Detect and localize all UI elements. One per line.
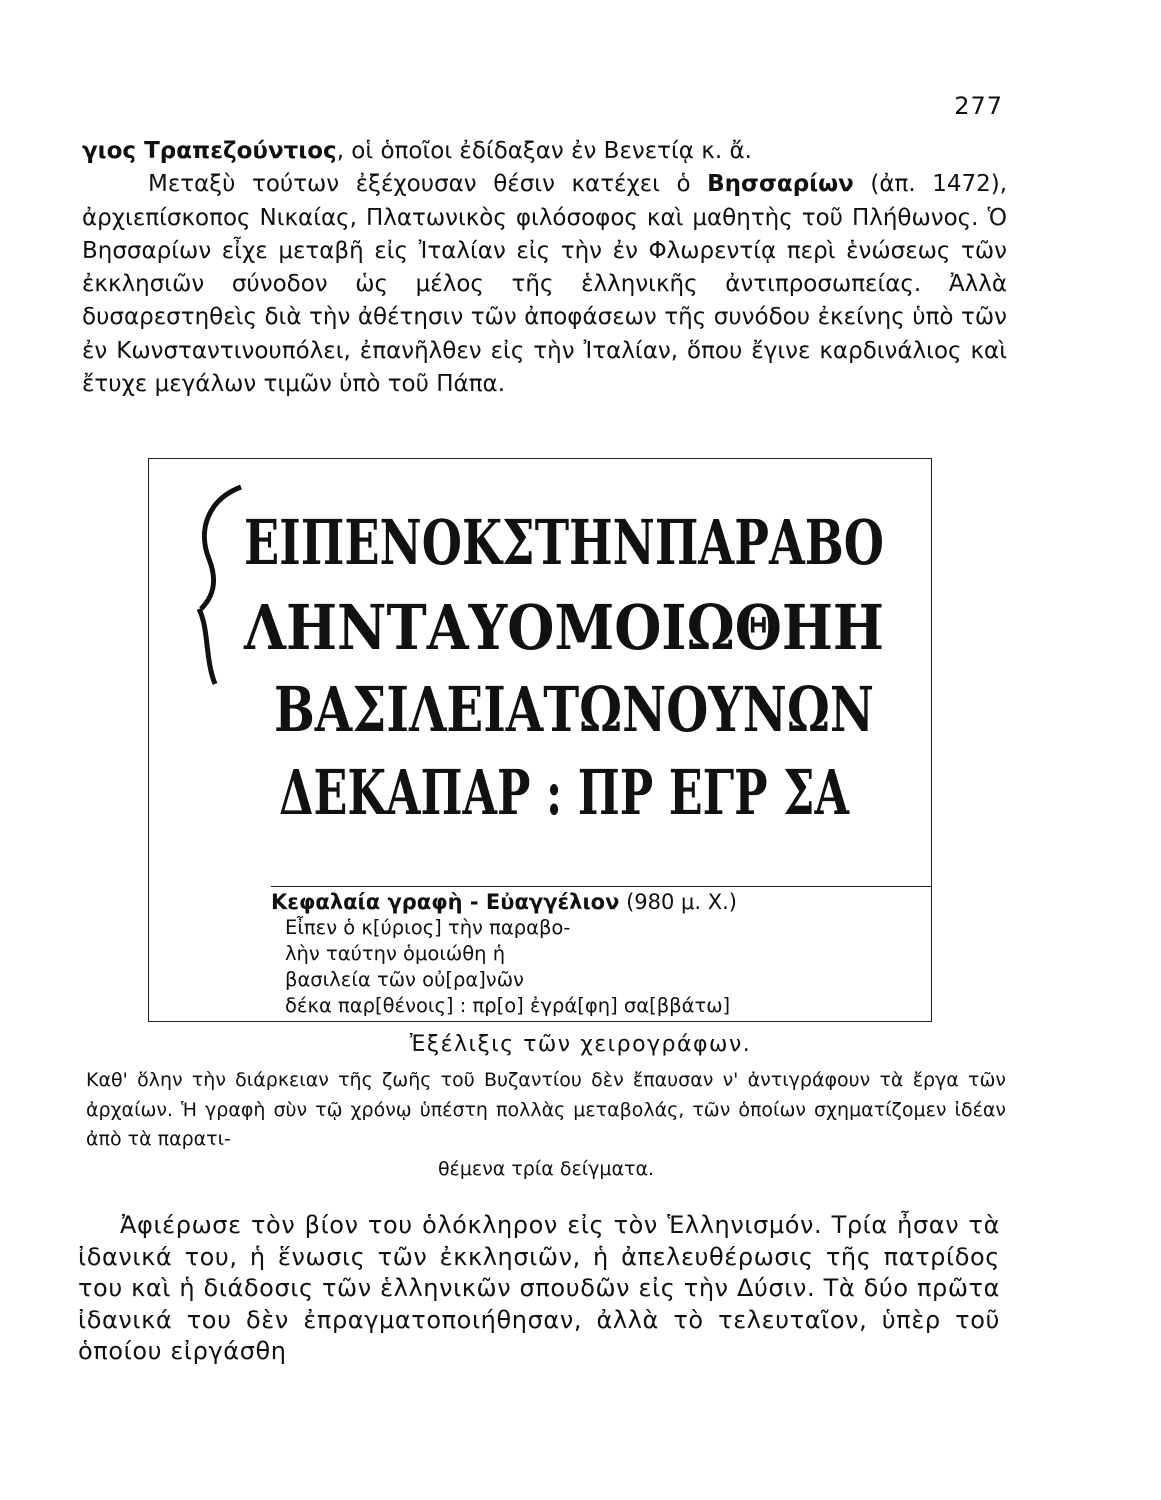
text-span: Μεταξὺ τούτων ἐξέχουσαν θέσιν κατέχει ὁ — [148, 171, 708, 198]
caption-title-bold: Κεφαλαία γραφὴ - Εὐαγγέλιον — [271, 890, 620, 914]
manuscript-line-2: ΛΗΝΤΑΥΟΜΟΙΩΘΗΗ — [243, 591, 884, 664]
caption-title-date: (980 μ. Χ.) — [619, 890, 737, 914]
bold-name-trapezountios: γιος Τραπεζούντιος — [82, 138, 337, 164]
caption-title — [271, 889, 926, 915]
caption-line: Εἶπεν ὁ κ[ύριος] τὴν παραβο- — [285, 916, 571, 939]
paragraph-ideals — [78, 1210, 1000, 1368]
manuscript-line-1: ΕΙΠΕΝΟΚΣΤΗΝΠΑΡΑΒΟ — [244, 506, 884, 579]
manuscript-illustration — [149, 459, 931, 879]
caption-line: βασιλεία τῶν οὐ[ρα]νῶν — [285, 968, 524, 991]
manuscript-line-3: ΒΑΣΙΛΕΙΑΤΩΝΟΥΝΩΝ — [274, 673, 874, 746]
manuscript-line-4: ΔΕΚΑΠΑΡ : ΠΡ ΕΓΡ ΣΑ — [279, 756, 850, 829]
text-span: (ἀπ. 1472), ἀρχιεπίσκοπος Νικαίας, Πλατωνικὸς φιλόσοφος καὶ μαθητὴς τοῦ Πλήθωνος. Ὁ Βησσαρίων εἶχε μεταβῆ εἰς Ἰταλίαν εἰς τὴν ἐν Φλωρεντίᾳ περὶ ἑνώσεως τῶν ἐκκλησιῶν σύνοδον ὡς μέλος τῆς ἑλληνικῆς ἀντιπροσωπείας. Ἀλλὰ δυσαρεστηθεὶς διὰ τὴν ἀθέτησιν τῶν ἀποφάσεων τῆς συνόδου ἐκείνης ὑπὸ τῶν ἐν Κωνσταντινουπόλει, ἐπανῆλθεν εἰς τὴν Ἰταλίαν, ὅπου ἔγινε καρδινάλιος καὶ ἔτυχε μεγάλων τιμῶν ὑπὸ τοῦ Πάπα. — [82, 171, 1008, 398]
text-body: Ἀφιέρωσε τὸν βίον του ὁλόκληρον εἰς τὸν Ἑλληνισμόν. Τρία ἦσαν τὰ ἰδανικά του, ἡ ἕνωσις τῶν ἐκκλησιῶν, ἡ ἀπελευθέρωσις τῆς πατρίδος του καὶ ἡ διάδοσις τῶν ἑλληνικῶν σπουδῶν εἰς τὴν Δύσιν. Τὰ δύο πρῶτα ἰδανικά του δὲν ἐπραγματοποιήθησαν, ἀλλὰ τὸ τελευταῖον, ὑπὲρ τοῦ ὁποίου εἰργάσθη — [78, 1211, 1000, 1365]
caption-line: λὴν ταύτην ὁμοιώθη ἡ — [285, 942, 506, 965]
text-span: , οἱ ὁποῖοι ἐδίδαξαν ἐν Βενετίᾳ κ. ἄ. — [336, 138, 752, 164]
bold-name-bessarion: Βησσαρίων — [707, 171, 854, 198]
text-body: Καθ' ὅλην τὴν διάρκειαν τῆς ζωῆς τοῦ Βυζαντίου δὲν ἔπαυσαν ν' ἀντιγράφουν τὰ ἔργα τῶν ἀρχαίων. Ἡ γραφὴ σὺν τῷ χρόνῳ ὑπέστη πολλὰς μεταβολάς, τῶν ὁποίων σχηματίζομεν ἰδέαν ἀπὸ τὰ παρατι- — [86, 1069, 1006, 1150]
caption-divider — [271, 886, 931, 887]
paragraph-manuscripts — [86, 1066, 1006, 1184]
figure-caption — [271, 889, 926, 1019]
text-last-line: θέμενα τρία δείγματα. — [437, 1157, 655, 1180]
page-number: 277 — [954, 92, 1003, 120]
caption-line: δέκα παρ[θένοις] : πρ[ο] ἐγρά[φη] σα[ββάτω] — [285, 994, 731, 1017]
paragraph-bessarion — [82, 135, 1007, 401]
section-title: Ἐξέλιξις τῶν χειρογράφων. — [409, 1032, 752, 1057]
manuscript-figure — [148, 458, 932, 1022]
